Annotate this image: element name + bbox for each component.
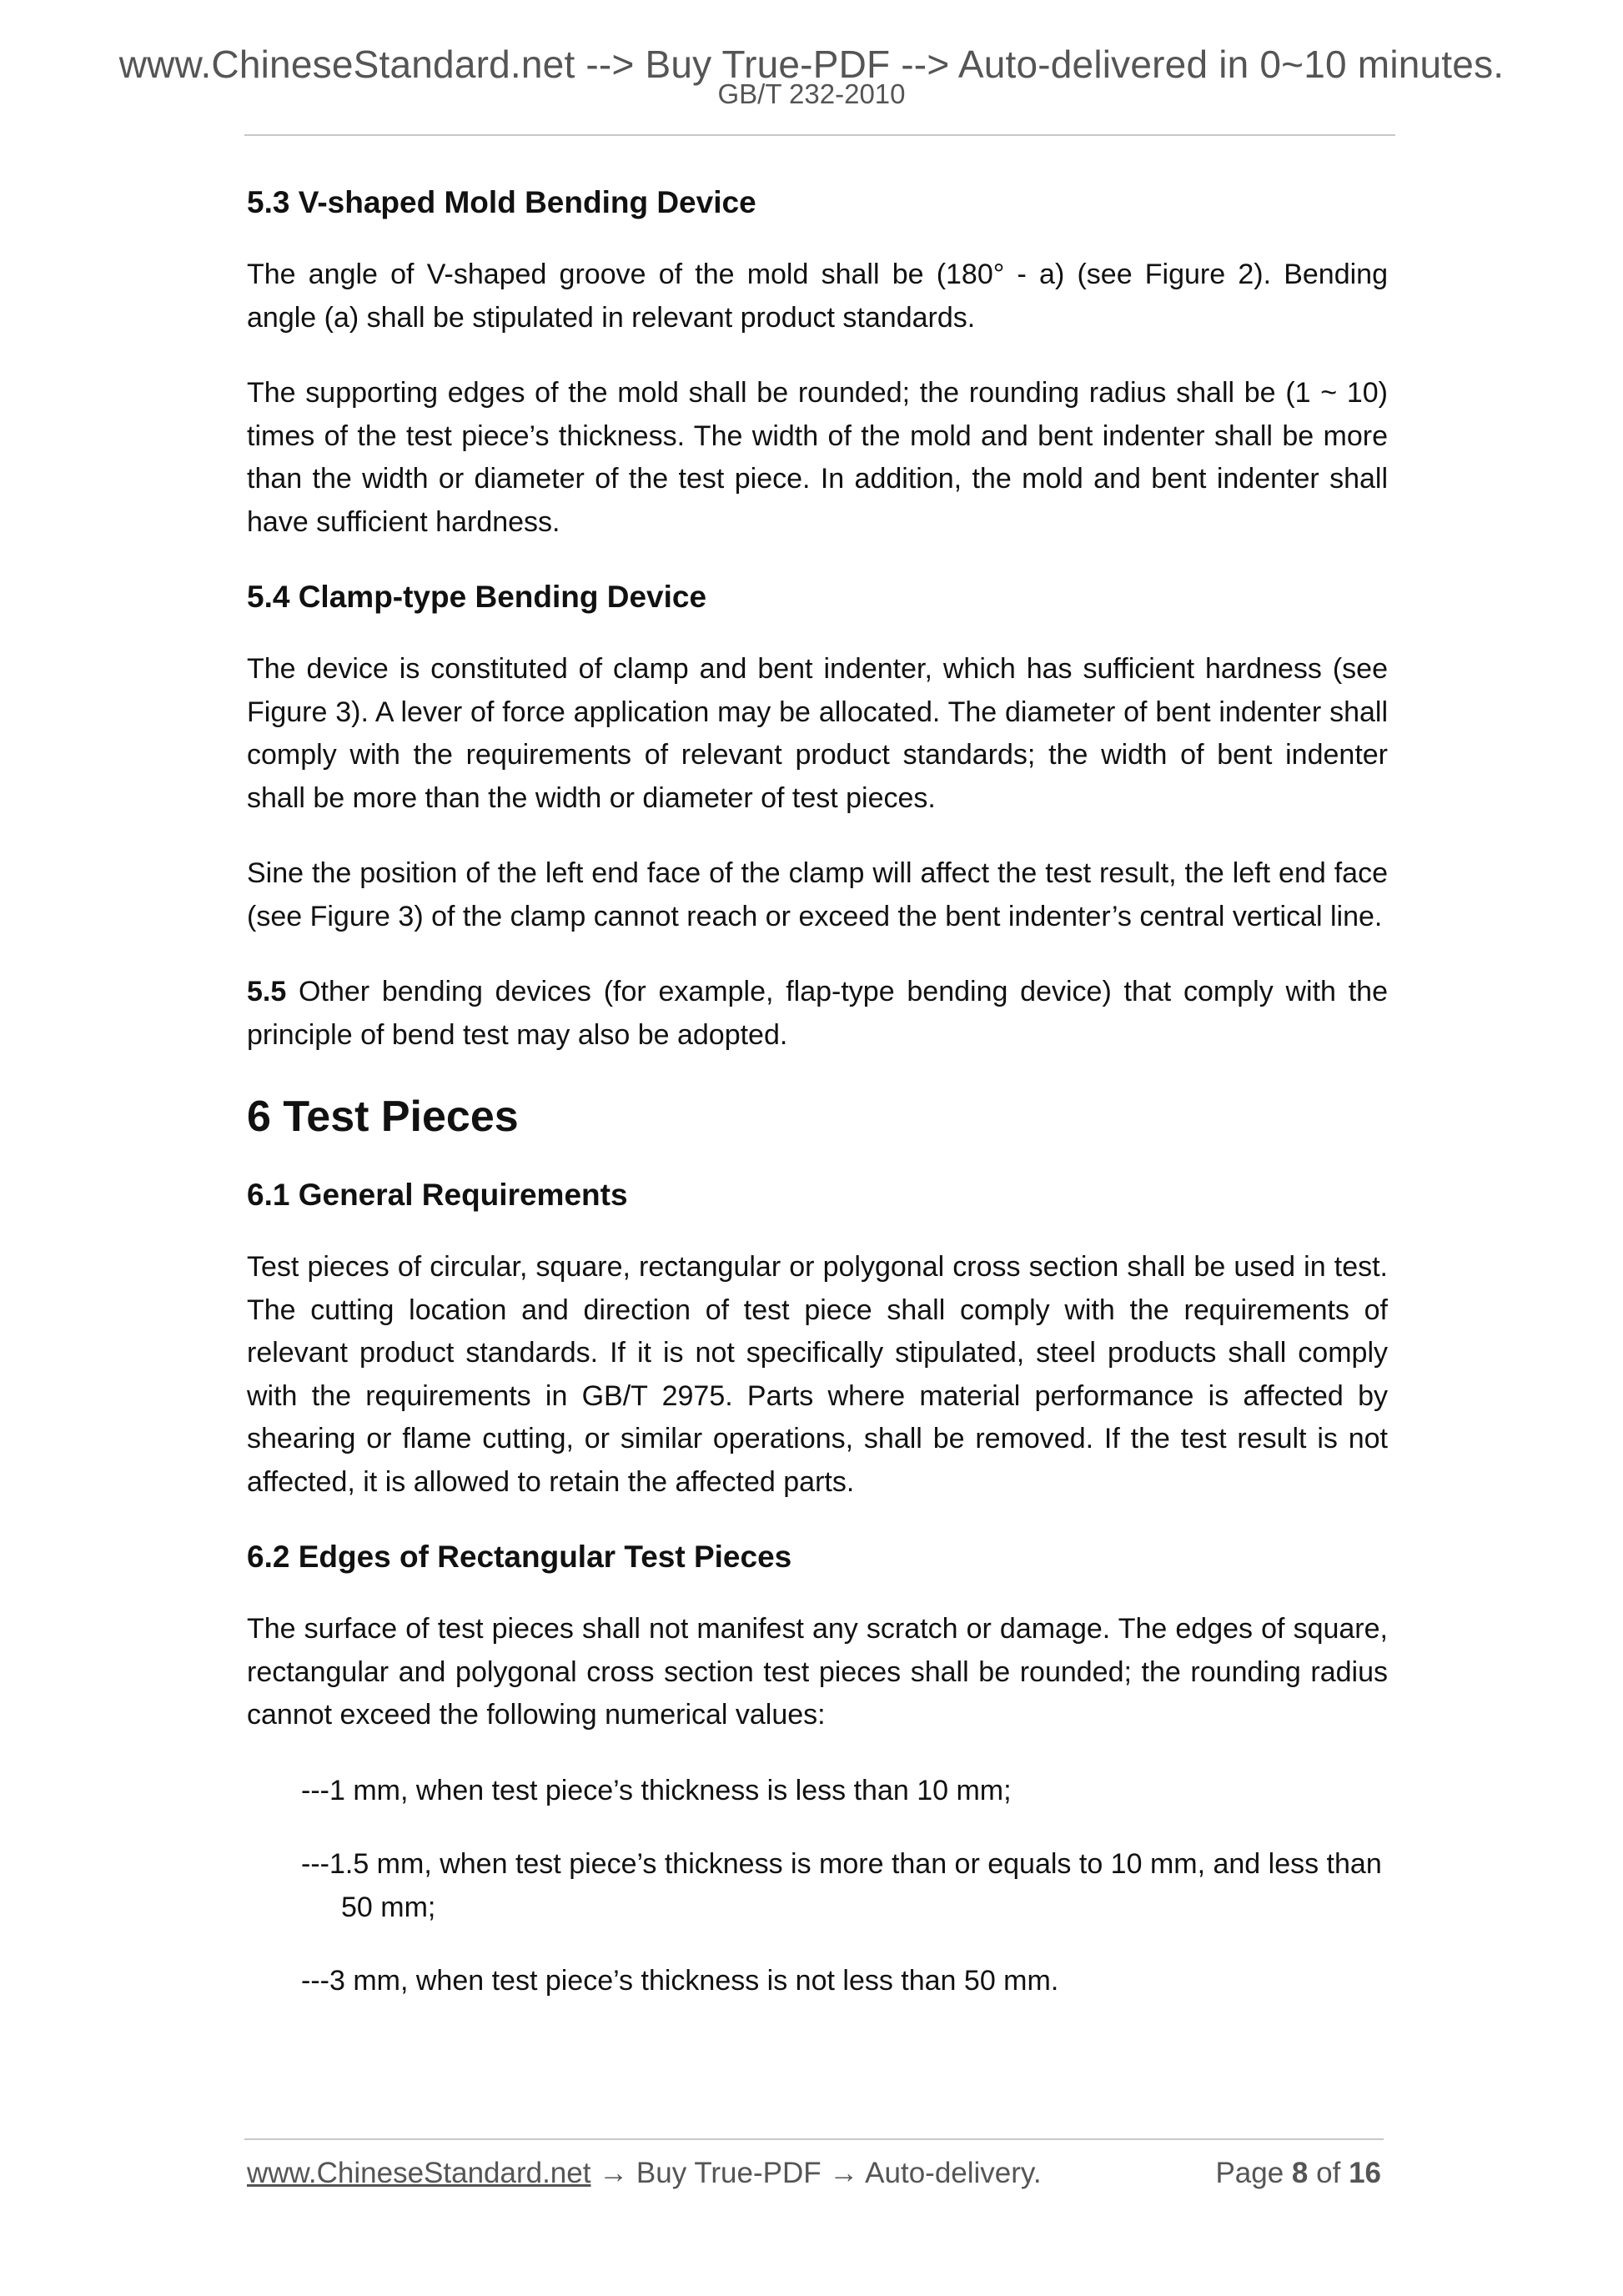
page-body (247, 182, 1388, 2034)
paragraph-5-3-2: The supporting edges of the mold shall be rounded; the rounding radius shall be (1 ~ 10) times of the test piece’s thickness. The width of the mold and bent indenter shall be more than the width or diameter of the test piece. In addition, the mold and bent indenter shall have sufficient hardness. (247, 377, 1388, 538)
paragraph-5-4-1: The device is constituted of clamp and bent indenter, which has sufficient hardness (see Figure 3). A lever of force application may be allocated. The diameter of bent indenter shall comply with the requirements of relevant product standards; the width of bent indenter shall be more than the width or diameter of test pieces. (247, 653, 1388, 814)
clause-number-5-5: 5.5 (247, 976, 287, 1007)
total-pages: 16 (1349, 2157, 1381, 2189)
of-label: of (1316, 2157, 1341, 2189)
heading-6: 6 Test Pieces (247, 1093, 519, 1141)
page-label: Page (1215, 2157, 1284, 2189)
heading-6-1: 6.1 General Requirements (247, 1178, 628, 1212)
page-indicator (1215, 2157, 1381, 2190)
footer-promo (247, 2157, 1042, 2190)
list-item: ---1 mm, when test piece’s thickness is less than 10 mm; (301, 1774, 1012, 1806)
heading-5-4: 5.4 Clamp-type Bending Device (247, 580, 707, 614)
page-number: 8 (1291, 2157, 1309, 2189)
paragraph-5-4-2: Sine the position of the left end face of the clamp will affect the test result, the left end face (see Figure 3) of the clamp cannot reach or exceed the bent indenter’s central vertical line. (247, 857, 1388, 932)
clause-text-5-5: Other bending devices (for example, flap-type bending device) that comply with the principle of bend test may also be adopted. (247, 976, 1388, 1051)
heading-5-3: 5.3 V-shaped Mold Bending Device (247, 185, 756, 219)
paragraph-5-5 (247, 971, 1388, 1057)
footer-promo-text: → Buy True-PDF → Auto-delivery. (590, 2157, 1042, 2189)
footer-site-link[interactable]: www.ChineseStandard.net (247, 2157, 591, 2189)
standard-code: GB/T 232-2010 (717, 78, 906, 109)
paragraph-6-1-1: Test pieces of circular, square, rectangular or polygonal cross section shall be used in test. The cutting location and direction of test piece shall comply with the requirements of relevant product standards. If it is not specifically stipulated, steel products shall comply with the requirements in GB/T 2975. Parts where material performance is affected by shearing or flame cutting, or similar operations, shall be removed. If the test result is not affected, it is allowed to retain the affected parts. (247, 1251, 1388, 1498)
paragraph-6-2-1: The surface of test pieces shall not manifest any scratch or damage. The edges of square, rectangular and polygonal cross section test pieces shall be rounded; the rounding radius cannot exceed the following numerical values: (247, 1613, 1388, 1731)
list-item: ---3 mm, when test piece’s thickness is not less than 50 mm. (301, 1965, 1059, 1997)
header-divider (244, 134, 1395, 136)
paragraph-5-3-1: The angle of V-shaped groove of the mold shall be (180° - a) (see Figure 2). Bending angle (a) shall be stipulated in relevant product standards. (247, 259, 1388, 334)
heading-6-2: 6.2 Edges of Rectangular Test Pieces (247, 1540, 792, 1574)
list-item: ---1.5 mm, when test piece’s thickness is more than or equals to 10 mm, and less than 50 mm; (301, 1848, 1382, 1923)
top-banner: www.ChineseStandard.net --> Buy True-PDF --> Auto-delivered in 0~10 minutes. (118, 43, 1505, 86)
page-footer (247, 2157, 1381, 2198)
footer-divider (244, 2138, 1384, 2140)
